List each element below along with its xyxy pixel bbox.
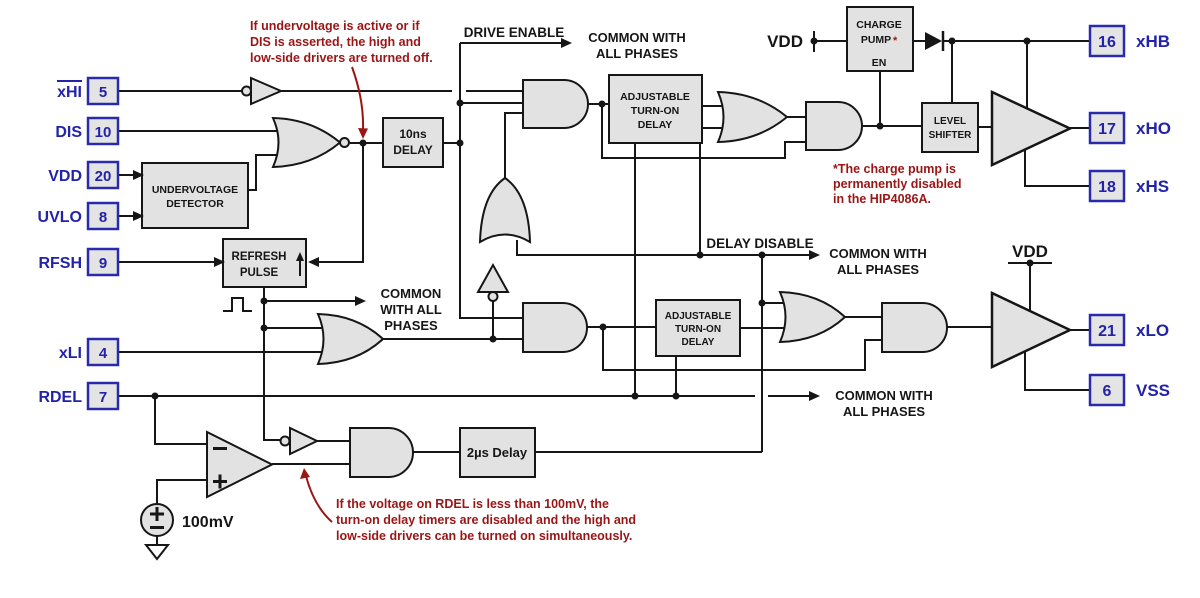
pins-right <box>1090 26 1171 405</box>
charge-pump-note3: in the HIP4086A. <box>833 192 931 206</box>
interlock-inverter-bubble <box>489 292 498 301</box>
charge-pump-note2: permanently disabled <box>833 177 962 191</box>
rdel-note3: low-side drivers can be turned on simultaneously. <box>336 529 633 543</box>
high-side-driver <box>992 92 1070 165</box>
low-side-output-and-gate <box>882 303 947 352</box>
2us-delay-label: 2µs Delay <box>466 445 528 460</box>
pin-number-dis: 10 <box>94 124 112 141</box>
adj-delay-high-label2: TURN-ON <box>630 105 680 117</box>
low-side-and-gate <box>523 303 587 352</box>
10ns-delay-label: 10ns <box>399 127 427 141</box>
ls-bypass-wire <box>603 327 882 370</box>
refresh-right-arrowhead <box>308 257 319 267</box>
pin-label-vdd: VDD <box>48 168 82 185</box>
pulse-icon <box>223 298 252 311</box>
boot-diode-icon <box>925 32 942 50</box>
adj-delay-high-label: ADJUSTABLE <box>620 91 690 103</box>
level-shifter-label2: SHIFTER <box>928 130 972 141</box>
source-minus-icon <box>150 526 164 529</box>
pin-label-rdel: RDEL <box>38 389 82 406</box>
undervoltage-detector-label2: DETECTOR <box>166 198 224 210</box>
interlock-or-gate <box>480 178 530 242</box>
common-bottom-label: COMMON WITH <box>835 388 933 403</box>
ground-icon <box>146 545 168 559</box>
common-top-label: COMMON WITH <box>588 30 686 45</box>
rdel-note-arrowhead <box>300 468 310 479</box>
pin-number-xlo: 21 <box>1098 323 1116 340</box>
pin-label-uvlo: UVLO <box>37 209 82 226</box>
high-side-output-and-gate <box>806 102 862 150</box>
undervoltage-note: If undervoltage is active or if <box>250 19 420 33</box>
adj-delay-low-label2: TURN-ON <box>674 324 722 335</box>
pin-label-xhb: xHB <box>1136 32 1171 51</box>
pin-label-rfsh: RFSH <box>38 255 82 272</box>
nor-output-bubble <box>340 138 349 147</box>
high-side-and-gate <box>523 80 588 128</box>
charge-pump-label2: PUMP <box>860 34 892 46</box>
rdel-note2: turn-on delay timers are disabled and the high and <box>336 513 637 527</box>
undervoltage-detector-label: UNDERVOLTAGE <box>151 184 239 196</box>
pin-label-xhs: xHS <box>1136 177 1170 196</box>
pin-label-xlo: xLO <box>1136 321 1170 340</box>
charge-pump-en-label: EN <box>871 57 887 69</box>
comparator-inverter-gate <box>290 428 317 454</box>
rdel-note-arrow <box>306 476 332 522</box>
charge-pump-asterisk: * <box>893 35 898 47</box>
level-shifter-block <box>922 103 978 152</box>
vss-wire <box>1025 350 1090 390</box>
high-delay-or-gate <box>718 92 787 142</box>
100mv-label: 100mV <box>182 514 234 531</box>
refresh-pulse-block <box>223 239 306 287</box>
xli-or-gate <box>318 314 383 364</box>
dis-uvlo-nor-gate <box>273 118 340 167</box>
pin-number-vss: 6 <box>1102 383 1112 400</box>
xhi-inverter-bubble <box>242 87 251 96</box>
charge-pump-note: *The charge pump is <box>833 162 956 176</box>
xhi-inverter-gate <box>251 78 281 104</box>
undervoltage-note2: DIS is asserted, the high and <box>250 35 421 49</box>
interlock-or-output-wire <box>505 113 523 178</box>
delay-disable-label: DELAY DISABLE <box>706 236 814 251</box>
refresh-vertical-wire <box>264 287 280 440</box>
pins-left <box>38 78 118 409</box>
comparator-plus-wire <box>157 480 207 504</box>
delay-and-gate <box>350 428 413 477</box>
pin-number-xhs: 18 <box>1098 179 1116 196</box>
rdel-comparator <box>207 432 272 497</box>
minus-sign-icon <box>213 447 227 450</box>
pin-number-vdd: 20 <box>94 168 112 185</box>
pin-label-dis: DIS <box>55 124 82 141</box>
common-mid-label2: ALL PHASES <box>836 262 920 277</box>
pin-number-uvlo: 8 <box>98 209 108 226</box>
refresh-pulse-label: REFRESH <box>231 251 287 263</box>
charge-pump-label: CHARGE <box>856 19 902 31</box>
adj-delay-low-label: ADJUSTABLE <box>664 311 732 322</box>
delay-disable-arrowhead <box>809 250 820 260</box>
vdd-boot-label: VDD <box>767 32 803 51</box>
level-shifter-label: LEVEL <box>933 116 967 127</box>
pin-number-xhb: 16 <box>1098 34 1116 51</box>
undervoltage-note3: low-side drivers are turned off. <box>250 51 433 65</box>
pin-label-xli: xLI <box>58 345 82 362</box>
refresh-pulse-label2: PULSE <box>239 267 279 279</box>
common-left-label: COMMON <box>380 286 442 301</box>
pin-number-rdel: 7 <box>98 389 108 406</box>
pin-label-xhi: xHI <box>57 84 82 101</box>
drive-enable-label: DRIVE ENABLE <box>463 25 565 40</box>
pin-number-xhi: 5 <box>98 84 108 101</box>
comparator-inverter-bubble <box>281 437 290 446</box>
xhs-wire <box>1025 147 1090 186</box>
interlock-inverter-gate <box>478 265 508 292</box>
adj-delay-high-label3: DELAY <box>637 119 673 131</box>
common-bottom-label2: ALL PHASES <box>842 404 926 419</box>
low-delay-or-gate <box>780 292 845 342</box>
common-left-label2: WITH ALL <box>380 302 442 317</box>
10ns-delay-label2: DELAY <box>393 143 433 157</box>
pin-label-vss: VSS <box>1136 381 1171 400</box>
rdel-to-comparator-wire <box>155 396 207 444</box>
pin-number-rfsh: 9 <box>98 255 108 272</box>
pin-number-xho: 17 <box>1098 121 1116 138</box>
common-mid-label: COMMON WITH <box>829 246 927 261</box>
common-top-label2: ALL PHASES <box>595 46 679 61</box>
common-left-arrowhead <box>355 296 366 306</box>
common-bottom-arrowhead <box>809 391 820 401</box>
adj-delay-low-label3: DELAY <box>681 337 715 348</box>
pin-label-xho: xHO <box>1136 119 1171 138</box>
pin-number-xli: 4 <box>98 345 108 362</box>
common-left-label3: PHASES <box>384 318 438 333</box>
undervoltage-note-arrowhead <box>358 128 368 139</box>
undervoltage-note-arrow <box>352 67 363 130</box>
rdel-note: If the voltage on RDEL is less than 100mV, the <box>336 497 609 511</box>
vdd-low-label: VDD <box>1012 242 1048 261</box>
disable-to-refresh-wire <box>314 143 363 262</box>
